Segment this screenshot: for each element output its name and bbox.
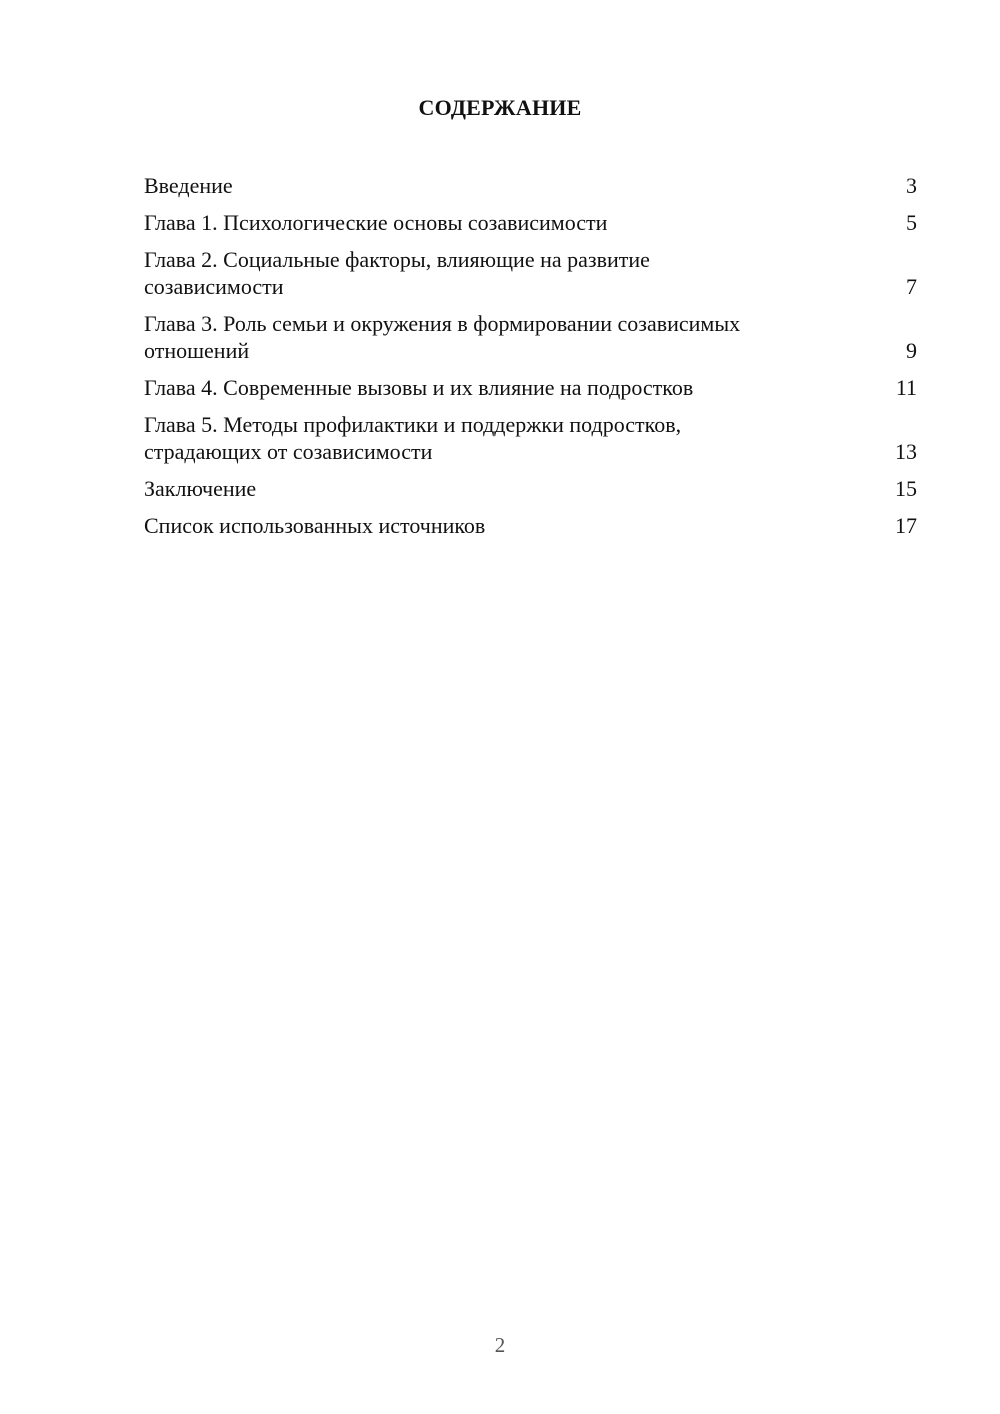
toc-entry-label: Глава 3. Роль семьи и окружения в формировании созависимых отношений	[144, 311, 741, 363]
toc-entry-page: 3	[906, 173, 917, 198]
toc-entry-label: Глава 1. Психологические основы созависимости	[144, 210, 608, 235]
toc-entry-page: 7	[906, 274, 917, 299]
toc-entry-label: Глава 2. Социальные факторы, влияющие на развитие созависимости	[144, 247, 650, 299]
toc-entry-chapter-3[interactable]	[144, 306, 917, 370]
page-number: 2	[494, 1333, 506, 1357]
table-of-contents	[144, 168, 917, 545]
toc-entry-introduction[interactable]	[144, 168, 917, 205]
toc-entry-page: 11	[895, 375, 917, 400]
toc-entry-page: 9	[906, 338, 917, 363]
toc-entry-label: Заключение	[144, 476, 257, 501]
toc-entry-conclusion[interactable]	[144, 471, 917, 508]
toc-entry-chapter-4[interactable]	[144, 370, 917, 407]
page-title: СОДЕРЖАНИЕ	[418, 95, 582, 120]
toc-entry-label: Глава 5. Методы профилактики и поддержки подростков, страдающих от созависимости	[144, 412, 682, 464]
toc-entry-label: Список использованных источников	[144, 513, 486, 538]
toc-entry-references[interactable]	[144, 508, 917, 545]
toc-entry-label: Введение	[144, 173, 233, 198]
toc-entry-page: 13	[895, 439, 917, 464]
toc-entry-label: Глава 4. Современные вызовы и их влияние на подростков	[144, 375, 694, 400]
toc-entry-chapter-1[interactable]	[144, 205, 917, 242]
toc-entry-page: 5	[906, 210, 917, 235]
toc-entry-page: 15	[895, 476, 917, 501]
toc-entry-chapter-5[interactable]	[144, 407, 917, 471]
toc-entry-chapter-2[interactable]	[144, 242, 917, 306]
toc-entry-page: 17	[895, 513, 917, 538]
